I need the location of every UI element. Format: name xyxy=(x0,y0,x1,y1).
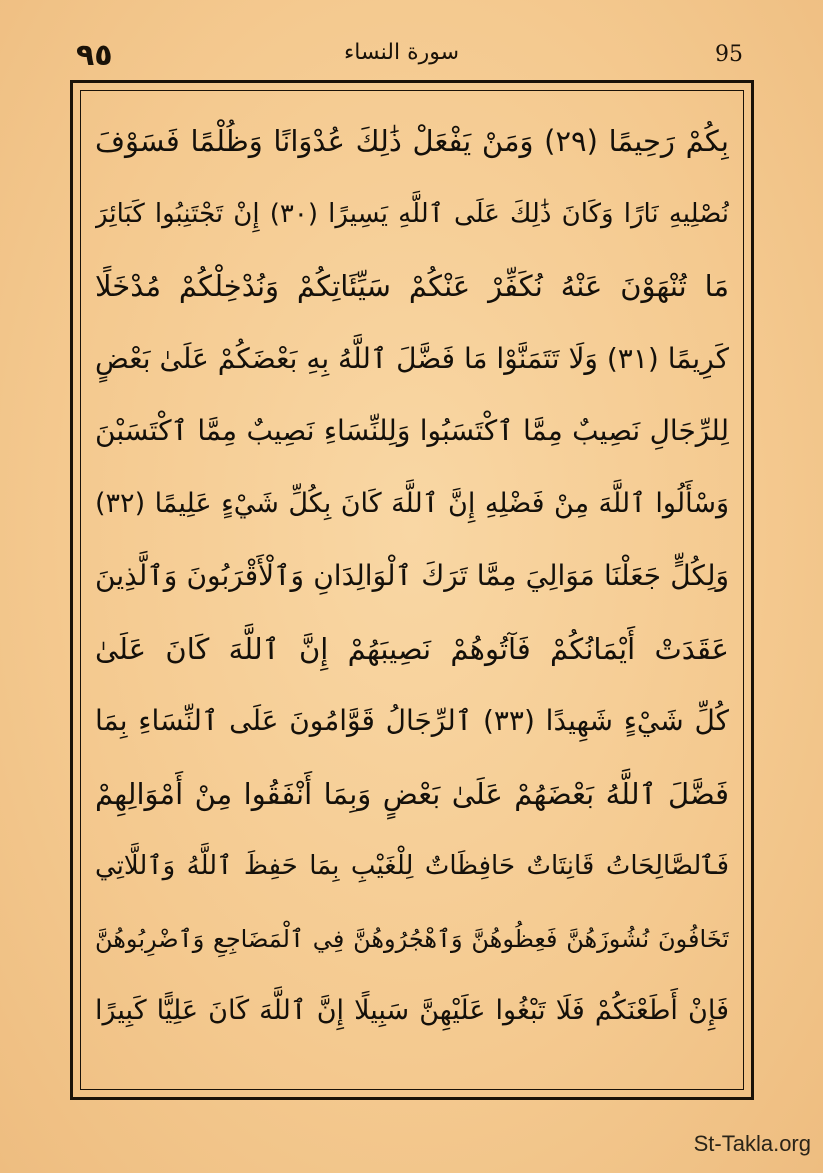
site-watermark: St-Takla.org xyxy=(693,1131,811,1156)
text-line-12: تَخَافُونَ نُشُوزَهُنَّ فَعِظُوهُنَّ وَٱهْجُرُوهُنَّ فِي ٱلْمَضَاجِعِ وَٱضْرِبُوهُنَّ xyxy=(95,924,729,953)
page-number: 95 xyxy=(715,42,743,67)
text-line-13: فَإِنْ أَطَعْنَكُمْ فَلَا تَبْغُوا عَلَيْهِنَّ سَبِيلًا إِنَّ ٱللَّهَ كَانَ عَلِيًّا كَبِيرًا xyxy=(95,995,729,1026)
text-frame xyxy=(70,80,754,1100)
verse-text-area xyxy=(95,105,729,1075)
text-line-10: فَضَّلَ ٱللَّهُ بَعْضَهُمْ عَلَىٰ بَعْضٍ وَبِمَا أَنْفَقُوا مِنْ أَمْوَالِهِمْ xyxy=(95,776,729,811)
text-line-6: وَسْأَلُوا ٱللَّهَ مِنْ فَضْلِهِ إِنَّ ٱللَّهَ كَانَ بِكُلِّ شَيْءٍ عَلِيمًا (٣٢) xyxy=(95,487,729,519)
text-line-3: مَا تُنْهَوْنَ عَنْهُ نُكَفِّرْ عَنْكُمْ سَيِّئَاتِكُمْ وَنُدْخِلْكُمْ مُدْخَلًا xyxy=(95,269,729,303)
text-line-8: عَقَدَتْ أَيْمَانُكُمْ فَآتُوهُمْ نَصِيبَهُمْ إِنَّ ٱللَّهَ كَانَ عَلَىٰ xyxy=(95,631,729,666)
text-line-2: نُصْلِيهِ نَارًا وَكَانَ ذَٰلِكَ عَلَى ٱللَّهِ يَسِيرًا (٣٠) إِنْ تَجْتَنِبُوا كَبَائِرَ xyxy=(95,198,729,229)
text-line-9: كُلِّ شَيْءٍ شَهِيدًا (٣٣) ٱلرِّجَالُ قَوَّامُونَ عَلَى ٱلنِّسَاءِ بِمَا xyxy=(95,704,729,737)
text-line-5: لِلرِّجَالِ نَصِيبٌ مِمَّا ٱكْتَسَبُوا وَلِلنِّسَاءِ نَصِيبٌ مِمَّا ٱكْتَسَبْنَ xyxy=(95,414,729,447)
page-header xyxy=(60,38,743,78)
text-line-1: بِكُمْ رَحِيمًا (٢٩) وَمَنْ يَفْعَلْ ذَٰلِكَ عُدْوَانًا وَظُلْمًا فَسَوْفَ xyxy=(95,124,729,158)
text-line-11: فَٱلصَّالِحَاتُ قَانِتَاتٌ حَافِظَاتٌ لِلْغَيْبِ بِمَا حَفِظَ ٱللَّهُ وَٱللَّاتِي xyxy=(95,851,729,881)
page-number-arabic: ٩٥ xyxy=(76,38,113,73)
text-line-4: كَرِيمًا (٣١) وَلَا تَتَمَنَّوْا مَا فَضَّلَ ٱللَّهُ بِهِ بَعْضَكُمْ عَلَىٰ بَعْضٍ xyxy=(95,341,729,375)
surah-title: سورة النساء xyxy=(343,40,460,65)
text-line-7: وَلِكُلٍّ جَعَلْنَا مَوَالِيَ مِمَّا تَرَكَ ٱلْوَالِدَانِ وَٱلْأَقْرَبُونَ وَٱلَّذِينَ xyxy=(95,559,729,592)
